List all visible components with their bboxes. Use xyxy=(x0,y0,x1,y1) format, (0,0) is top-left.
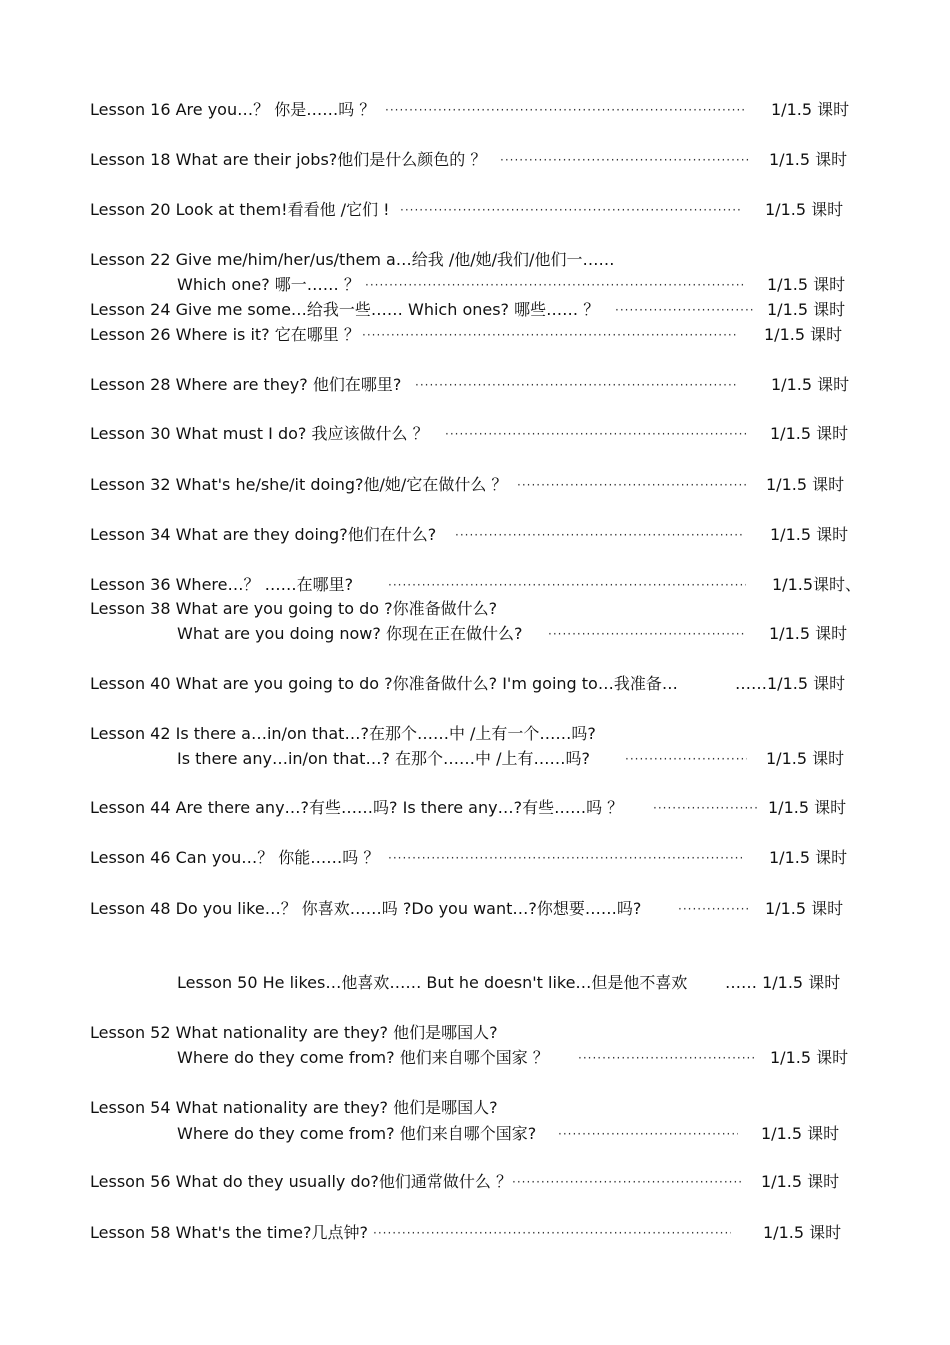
lesson-52-text: Lesson 52 What nationality are they? 他们是哪国人? xyxy=(90,1023,498,1042)
lesson-32-time: 1/1.5 课时 xyxy=(766,475,845,494)
lesson-20-text: Lesson 20 Look at them!看看他 /它们 ! xyxy=(90,200,390,219)
lesson-24-text: Lesson 24 Give me some…给我一些…… Which ones? 哪些…… ？ xyxy=(90,300,600,319)
lesson-46-text: Lesson 46 Can you…？ 你能……吗 ？ xyxy=(90,848,380,867)
lesson-42-time: 1/1.5 课时 xyxy=(766,749,845,768)
leader-dots xyxy=(400,200,740,220)
lesson-30-text: Lesson 30 What must I do? 我应该做什么 ？ xyxy=(90,424,429,443)
leader-dots xyxy=(388,575,746,595)
lesson-44-time: 1/1.5 课时 xyxy=(768,798,847,817)
lesson-28-time: 1/1.5 课时 xyxy=(771,375,850,394)
lesson-16-time: 1/1.5 课时 xyxy=(771,100,850,119)
lesson-54-text: Lesson 54 What nationality are they? 他们是哪国人? xyxy=(90,1098,498,1117)
lesson-52-subtext: Where do they come from? 他们来自哪个国家 ？ xyxy=(177,1048,549,1067)
lesson-26-time: 1/1.5 课时 xyxy=(764,325,843,344)
lesson-50-time: …… 1/1.5 课时 xyxy=(725,973,841,992)
lesson-26-text: Lesson 26 Where is it? 它在哪里 ？ xyxy=(90,325,360,344)
leader-dots xyxy=(558,1124,738,1144)
lesson-56-time: 1/1.5 课时 xyxy=(761,1172,840,1191)
lesson-54-subtext: Where do they come from? 他们来自哪个国家? xyxy=(177,1124,537,1143)
leader-dots xyxy=(548,624,744,644)
leader-dots xyxy=(445,424,747,444)
lesson-56-text: Lesson 56 What do they usually do?他们通常做什么 ？ xyxy=(90,1172,512,1191)
lesson-48-time: 1/1.5 课时 xyxy=(765,899,844,918)
lesson-52-time: 1/1.5 课时 xyxy=(770,1048,849,1067)
lesson-28-text: Lesson 28 Where are they? 他们在哪里? xyxy=(90,375,402,394)
leader-dots xyxy=(517,475,747,495)
lesson-18-text: Lesson 18 What are their jobs?他们是什么颜色的 ？ xyxy=(90,150,487,169)
leader-dots xyxy=(415,375,737,395)
lesson-22-subtext: Which one? 哪一…… ？ xyxy=(177,275,360,294)
lesson-42-subtext: Is there any…in/on that…? 在那个……中 /上有……吗? xyxy=(177,749,591,768)
lesson-22-time: 1/1.5 课时 xyxy=(767,275,846,294)
leader-dots xyxy=(455,525,742,545)
lesson-32-text: Lesson 32 What's he/she/it doing?他/她/它在做什么 ？ xyxy=(90,475,508,494)
leader-dots xyxy=(373,1223,731,1243)
leader-dots xyxy=(365,275,745,295)
leader-dots xyxy=(362,325,738,345)
leader-dots xyxy=(512,1172,744,1192)
leader-dots xyxy=(615,300,755,320)
lesson-38-time: 1/1.5 课时 xyxy=(769,624,848,643)
leader-dots xyxy=(653,798,759,818)
lesson-44-text: Lesson 44 Are there any…?有些……吗? Is there any…?有些……吗 ？ xyxy=(90,798,624,817)
lesson-58-text: Lesson 58 What's the time?几点钟? xyxy=(90,1223,368,1242)
lesson-50-text: Lesson 50 He likes…他喜欢…… But he doesn't like…但是他不喜欢 xyxy=(177,973,688,992)
lesson-54-time: 1/1.5 课时 xyxy=(761,1124,840,1143)
leader-dots xyxy=(578,1048,756,1068)
lesson-40-text: Lesson 40 What are you going to do ?你准备做什么? I'm going to…我准备… xyxy=(90,674,678,693)
lesson-42-text: Lesson 42 Is there a…in/on that…?在那个……中 /上有一个……吗? xyxy=(90,724,596,743)
lesson-16-text: Lesson 16 Are you…？ 你是……吗 ？ xyxy=(90,100,376,119)
lesson-48-text: Lesson 48 Do you like…？ 你喜欢……吗 ?Do you want…?你想要……吗? xyxy=(90,899,642,918)
lesson-18-time: 1/1.5 课时 xyxy=(769,150,848,169)
leader-dots xyxy=(388,848,742,868)
lesson-36-text: Lesson 36 Where…？ ……在哪里? xyxy=(90,575,354,594)
lesson-40-time: ……1/1.5 课时 xyxy=(735,674,846,693)
lesson-38-subtext: What are you doing now? 你现在正在做什么? xyxy=(177,624,523,643)
lesson-34-text: Lesson 34 What are they doing?他们在什么? xyxy=(90,525,437,544)
leader-dots xyxy=(385,100,745,120)
lesson-30-time: 1/1.5 课时 xyxy=(770,424,849,443)
lesson-46-time: 1/1.5 课时 xyxy=(769,848,848,867)
lesson-36-time: 1/1.5课时、 xyxy=(772,575,862,594)
lesson-20-time: 1/1.5 课时 xyxy=(765,200,844,219)
lesson-24-time: 1/1.5 课时 xyxy=(767,300,846,319)
leader-dots xyxy=(678,899,748,919)
lesson-22-text: Lesson 22 Give me/him/her/us/them a…给我 /他/她/我们/他们一…… xyxy=(90,250,615,269)
leader-dots xyxy=(625,749,747,769)
leader-dots xyxy=(500,150,750,170)
lesson-34-time: 1/1.5 课时 xyxy=(770,525,849,544)
lesson-38-text: Lesson 38 What are you going to do ?你准备做什么? xyxy=(90,599,498,618)
lesson-58-time: 1/1.5 课时 xyxy=(763,1223,842,1242)
